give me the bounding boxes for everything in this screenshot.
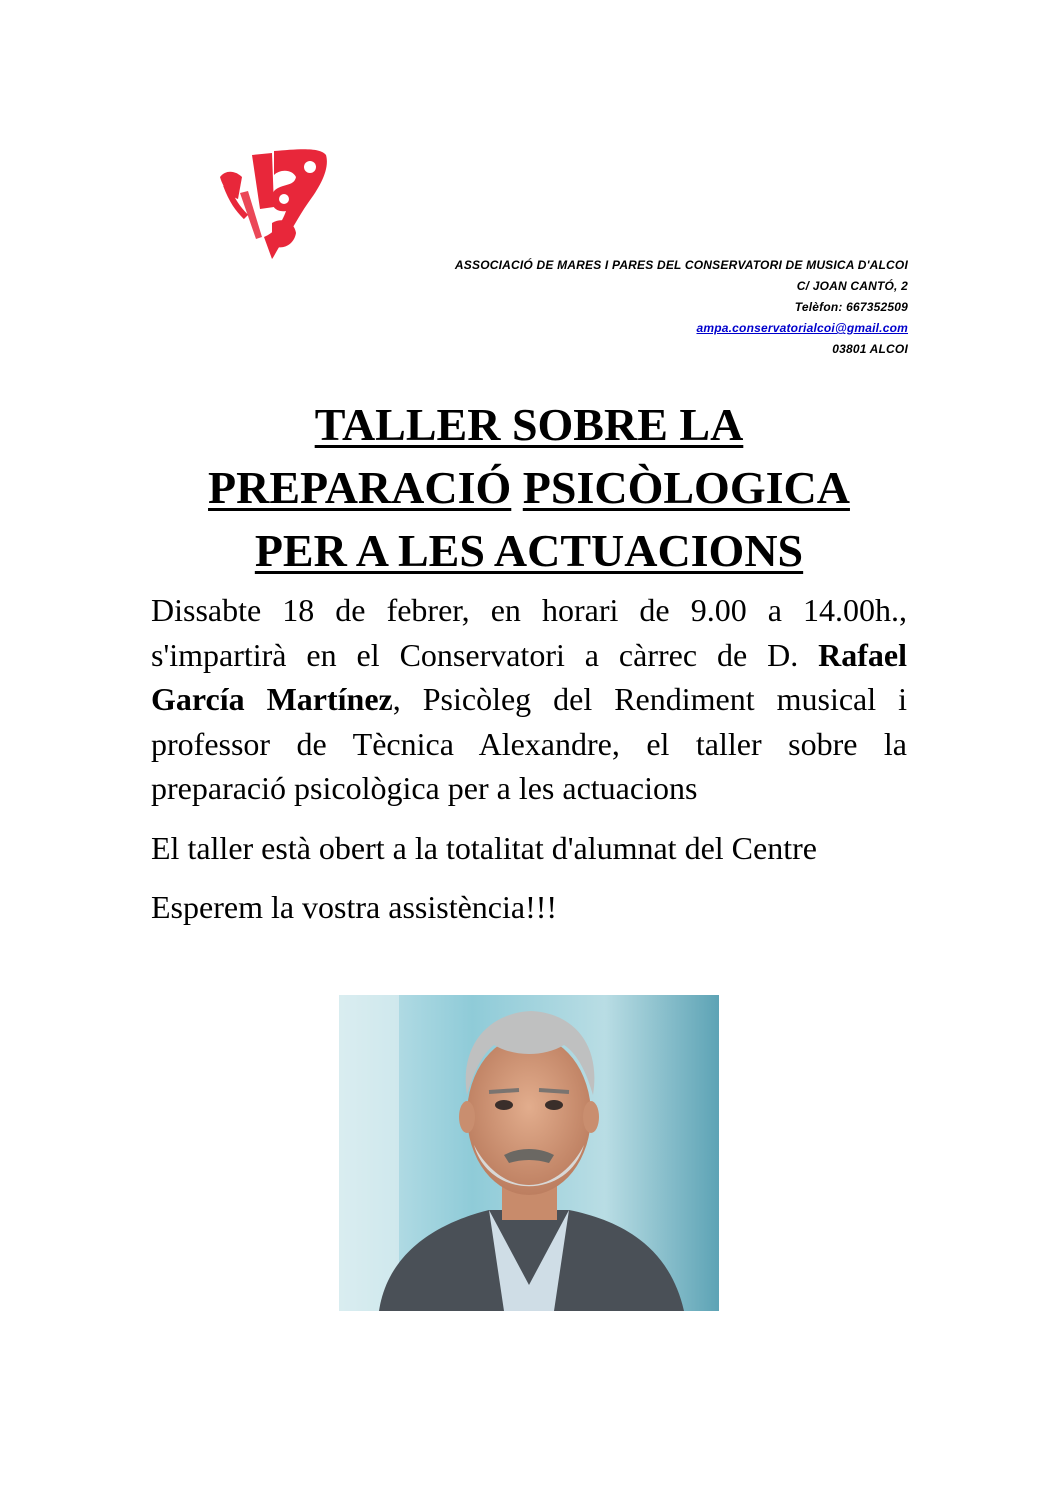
title-line-1: TALLER SOBRE LA xyxy=(314,399,744,450)
page-title xyxy=(120,393,938,582)
speaker-portrait-image xyxy=(339,995,719,1311)
title-line-3: PER A LES ACTUACIONS xyxy=(254,525,804,576)
association-postal: 03801 ALCOI xyxy=(832,342,908,356)
title-line-2a: PREPARACIÓ xyxy=(208,462,512,513)
event-description-start: Dissabte 18 de febrer, en horari de 9.00 a 14.00h., s'impartirà en el Conservatori a càrrec de D. xyxy=(151,592,907,673)
association-address: C/ JOAN CANTÓ, 2 xyxy=(796,279,908,293)
association-header xyxy=(208,255,908,360)
closing-line: Esperem la vostra assistència!!! xyxy=(151,889,558,925)
event-description-end: , Psicòleg del Rendiment musical i professor de Tècnica Alexandre, el taller sobre la preparació psicològica per a les actuacions xyxy=(151,681,908,806)
association-email-link[interactable]: ampa.conservatorialcoi@gmail.com xyxy=(696,321,908,335)
speaker-name: Rafael García Martínez xyxy=(151,636,907,717)
title-line-2b: PSICÒLOGICA xyxy=(522,462,850,513)
association-logo xyxy=(212,147,330,260)
association-phone: Telèfon: 667352509 xyxy=(794,300,908,314)
audience-note: El taller està obert a la totalitat d'alumnat del Centre xyxy=(151,829,817,866)
logo-icon xyxy=(212,147,330,260)
association-name: ASSOCIACIÓ DE MARES I PARES DEL CONSERVATORI DE MUSICA D'ALCOI xyxy=(454,258,908,272)
announcement-body xyxy=(151,588,907,930)
speaker-photo xyxy=(339,995,719,1311)
event-description xyxy=(151,588,907,811)
